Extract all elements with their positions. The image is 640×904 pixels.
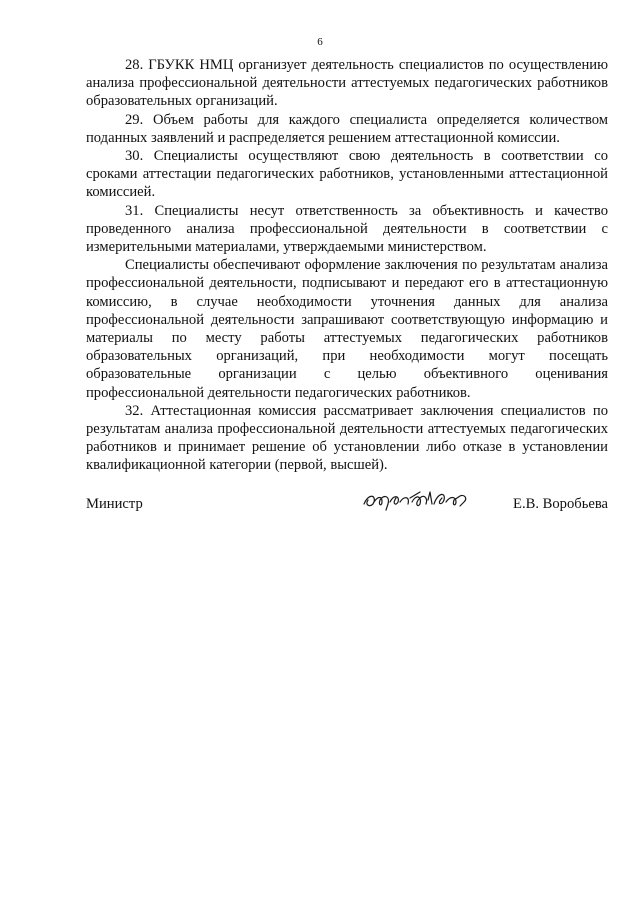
paragraph-29: 29. Объем работы для каждого специалиста определяется количеством поданных заявлений и распределяется решением аттестационной комиссии.: [86, 111, 608, 146]
paragraph-31: 31. Специалисты несут ответственность за объективность и качество проведенного анализа профессиональной деятельности в соответствии с измерительными материалами, утверждаемыми министерством.: [86, 202, 608, 256]
signatory-title: Министр: [86, 496, 143, 512]
paragraph-31-continued: Специалисты обеспечивают оформление заключения по результатам анализа профессиональной деятельности, подписывают и передают его в аттестационную комиссию, в случае необходимости уточнения данных для анализа профессиональной деятельности запрашивают соответствующую информацию и материалы по месту работы аттестуемых педагогических работников образовательных организаций, при необходимости могут посещать образовательные организации с целью объективного оценивания профессиональной деятельности педагогических работников.: [86, 257, 608, 401]
signatory-name: Е.В. Воробьева: [513, 496, 608, 512]
paragraph-28: 28. ГБУКК НМЦ организует деятельность специалистов по осуществлению анализа профессиональной деятельности аттестуемых педагогических работников образовательных организаций.: [86, 57, 608, 110]
document-body: [86, 56, 608, 475]
page-number: 6: [317, 36, 323, 48]
paragraph-30: 30. Специалисты осуществляют свою деятельность в соответствии со сроками аттестации педагогических работников, установленными аттестационной комиссией.: [86, 148, 608, 201]
paragraph-32: 32. Аттестационная комиссия рассматривает заключения специалистов по результатам анализа профессиональной деятельности аттестуемых педагогических работников и принимает решение об установлении либо отказе в установлении квалификационной категории (первой, высшей).: [86, 402, 608, 474]
handwritten-signature: [360, 484, 480, 512]
signature-block: [86, 490, 608, 520]
